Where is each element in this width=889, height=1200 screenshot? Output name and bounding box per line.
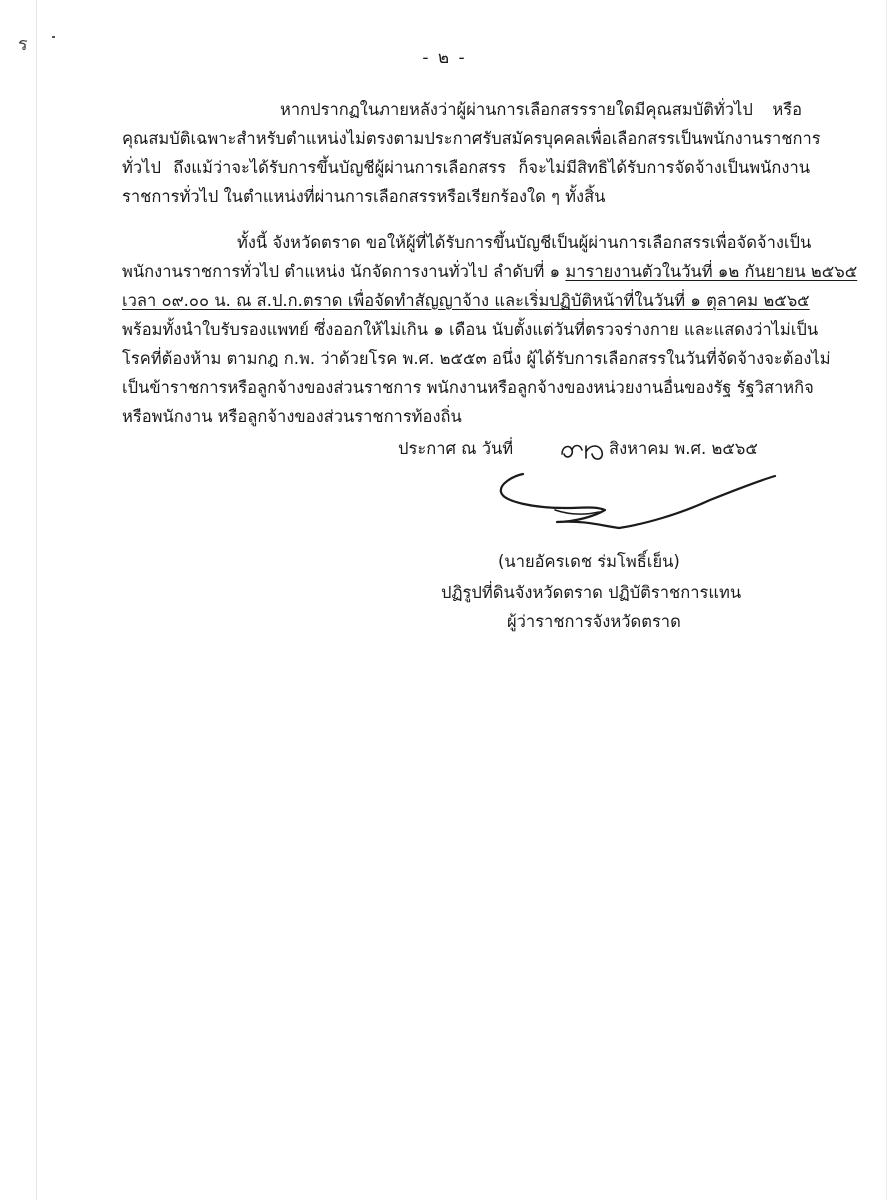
paragraph2-line3 [122,293,810,310]
signatory-position-line2: ผู้ว่าราชการจังหวัดตราด [507,612,681,631]
announcement-month-year: สิงหาคม พ.ศ. ๒๕๖๕ [609,439,758,458]
paragraph1-line2: คุณสมบัติเฉพาะสำหรับตำแหน่งไม่ตรงตามประกาศรับสมัครบุคคลเพื่อเลือกสรรเป็นพนักงานราชการ [122,129,821,148]
page-number: - ๒ - [422,48,467,68]
scan-edge-right [886,0,887,1200]
report-date-underlined: มารายงานตัวในวันที่ ๑๒ กันยายน ๒๕๖๕ [565,262,858,281]
corner-dot [52,36,55,38]
scan-edge-left [36,0,37,1200]
signatory-position-line1: ปฏิรูปที่ดินจังหวัดตราด ปฏิบัติราชการแทน [441,583,742,602]
paragraph2-line6: เป็นข้าราชการหรือลูกจ้างของส่วนราชการ พนักงานหรือลูกจ้างของหน่วยงานอื่นของรัฐ รัฐวิสาหกิจ [122,378,814,397]
paragraph2-line7: หรือพนักงาน หรือลูกจ้างของส่วนราชการท้องถิ่น [122,407,462,426]
paragraph2-line2-text: พนักงานราชการทั่วไป ตำแหน่ง นักจัดการงานทั่วไป ลำดับที่ ๑ [122,262,566,281]
paragraph2-line1: ทั้งนี้ จังหวัดตราด ขอให้ผู้ที่ได้รับการขึ้นบัญชีเป็นผู้ผ่านการเลือกสรรเพื่อจัดจ้างเป็น [237,233,812,252]
signature-scribble [495,470,785,540]
paragraph2-line5: โรคที่ต้องห้าม ตามกฎ ก.พ. ว่าด้วยโรค พ.ศ. ๒๕๕๓ อนึ่ง ผู้ได้รับการเลือกสรรในวันที่จัดจ้างจะต้องไม่ [122,349,831,368]
handwritten-day [556,440,610,464]
paragraph1-line4: ราชการทั่วไป ในตำแหน่งที่ผ่านการเลือกสรรหรือเรียกร้องใด ๆ ทั้งสิ้น [122,187,606,206]
paragraph1-line3: ทั่วไป ถึงแม้ว่าจะได้รับการขึ้นบัญชีผู้ผ่านการเลือกสรร ก็จะไม่มีสิทธิได้รับการจัดจ้างเป็นพนักงาน [122,158,810,177]
announcement-prefix: ประกาศ ณ วันที่ [398,439,514,458]
contract-date-underlined: เวลา ๐๙.๐๐ น. ณ ส.ป.ก.ตราด เพื่อจัดทำสัญญาจ้าง และเริ่มปฏิบัติหน้าที่ในวันที่ ๑ ตุลาคม ๒๕๖๕ [122,291,810,310]
paragraph2-line4: พร้อมทั้งนำใบรับรองแพทย์ ซึ่งออกให้ไม่เกิน ๑ เดือน นับตั้งแต่วันที่ตรวจร่างกาย และแสดงว่าไม่เป็น [122,320,819,339]
paragraph2-line2 [122,264,857,281]
signatory-name: (นายอัครเดช ร่มโพธิ์เย็น) [498,552,680,571]
corner-mark: ร [18,34,28,55]
paragraph1-line1: หากปรากฏในภายหลังว่าผู้ผ่านการเลือกสรรรายใดมีคุณสมบัติทั่วไป หรือ [280,100,802,119]
